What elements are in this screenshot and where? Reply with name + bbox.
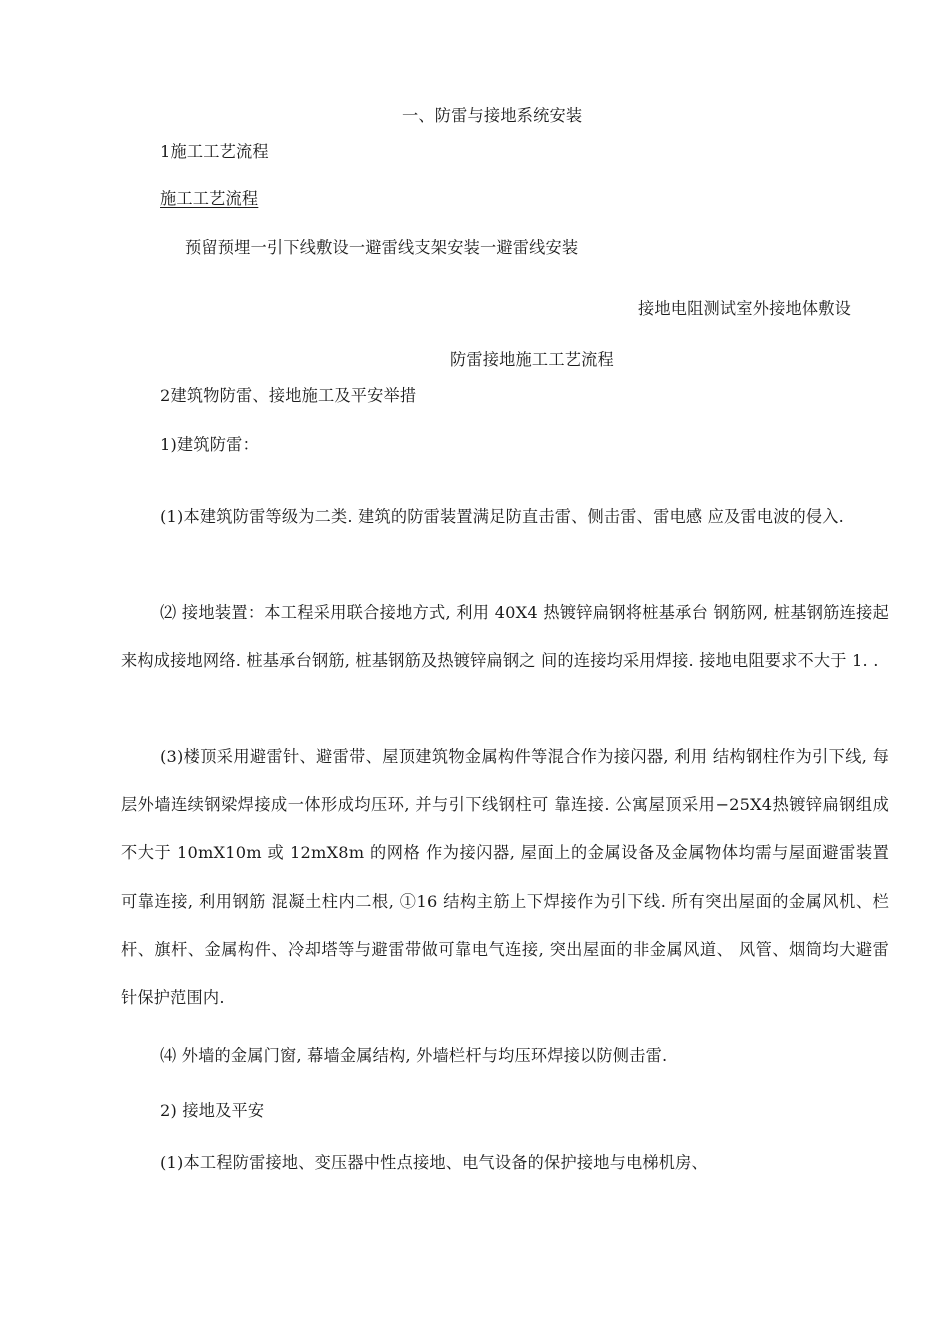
flow-step-line-2: 接地电阻测试室外接地体敷设 <box>638 299 852 318</box>
paragraph-5: (1)本工程防雷接地、变压器中性点接地、电气设备的保护接地与电梯机房、 <box>160 1153 708 1172</box>
subheading-grounding: 2) 接地及平安 <box>160 1101 265 1120</box>
paragraph-3: (3)楼顶采用避雷针、避雷带、屋顶建筑物金属构件等混合作为接闪器, 利用 结构钢柱作为引下线, 每层外墙连续钢梁焊接成一体形成均压环, 并与引下线钢柱可 靠连接. 公寓屋顶采用−25X4热镀锌扁钢组成不大于 10mX10m 或 12mX8m 的网格 作为接闪器, 屋面上的金属设备及金属物体均需与屋面避雷装置可靠连接, 利用钢筋 混凝土柱内二根, ①16 结构主筋上下焊接作为引下线. 所有突出屋面的金属风机、栏 杆、旗杆、金属构件、冷却塔等与避雷带做可靠电气连接, 突出屋面的非金属风道、 风管、烟筒均大避雷针保护范围内. <box>121 747 889 1008</box>
flow-caption: 防雷接地施工工艺流程 <box>450 350 614 369</box>
flow-step-line-1: 预留预埋一引下线敷设一避雷线支架安装一避雷线安装 <box>185 238 579 257</box>
paragraph-4: ⑷ 外墙的金属门窗, 幕墙金属结构, 外墙栏杆与均压环焊接以防侧击雷. <box>160 1046 668 1065</box>
paragraph-2: ⑵ 接地装置：本工程采用联合接地方式, 利用 40X4 热镀锌扁钢将桩基承台 钢筋网, 桩基钢筋连接起来构成接地网络. 桩基承台钢筋, 桩基钢筋及热镀锌扁钢之 间的连接均采用焊接. 接地电阻要求不大于 1. . <box>121 603 889 671</box>
section-heading-1: 1施工工艺流程 <box>160 142 269 161</box>
subheading-lightning-protection: 1)建筑防雷： <box>160 435 259 454</box>
flow-heading: 施工工艺流程 <box>160 189 259 208</box>
section-heading-2: 2建筑物防雷、接地施工及平安举措 <box>160 386 417 405</box>
document-title: 一、防雷与接地系统安装 <box>402 106 583 125</box>
paragraph-1: (1)本建筑防雷等级为二类. 建筑的防雷装置满足防直击雷、侧击雷、雷电感 应及雷电波的侵入. <box>160 507 845 526</box>
